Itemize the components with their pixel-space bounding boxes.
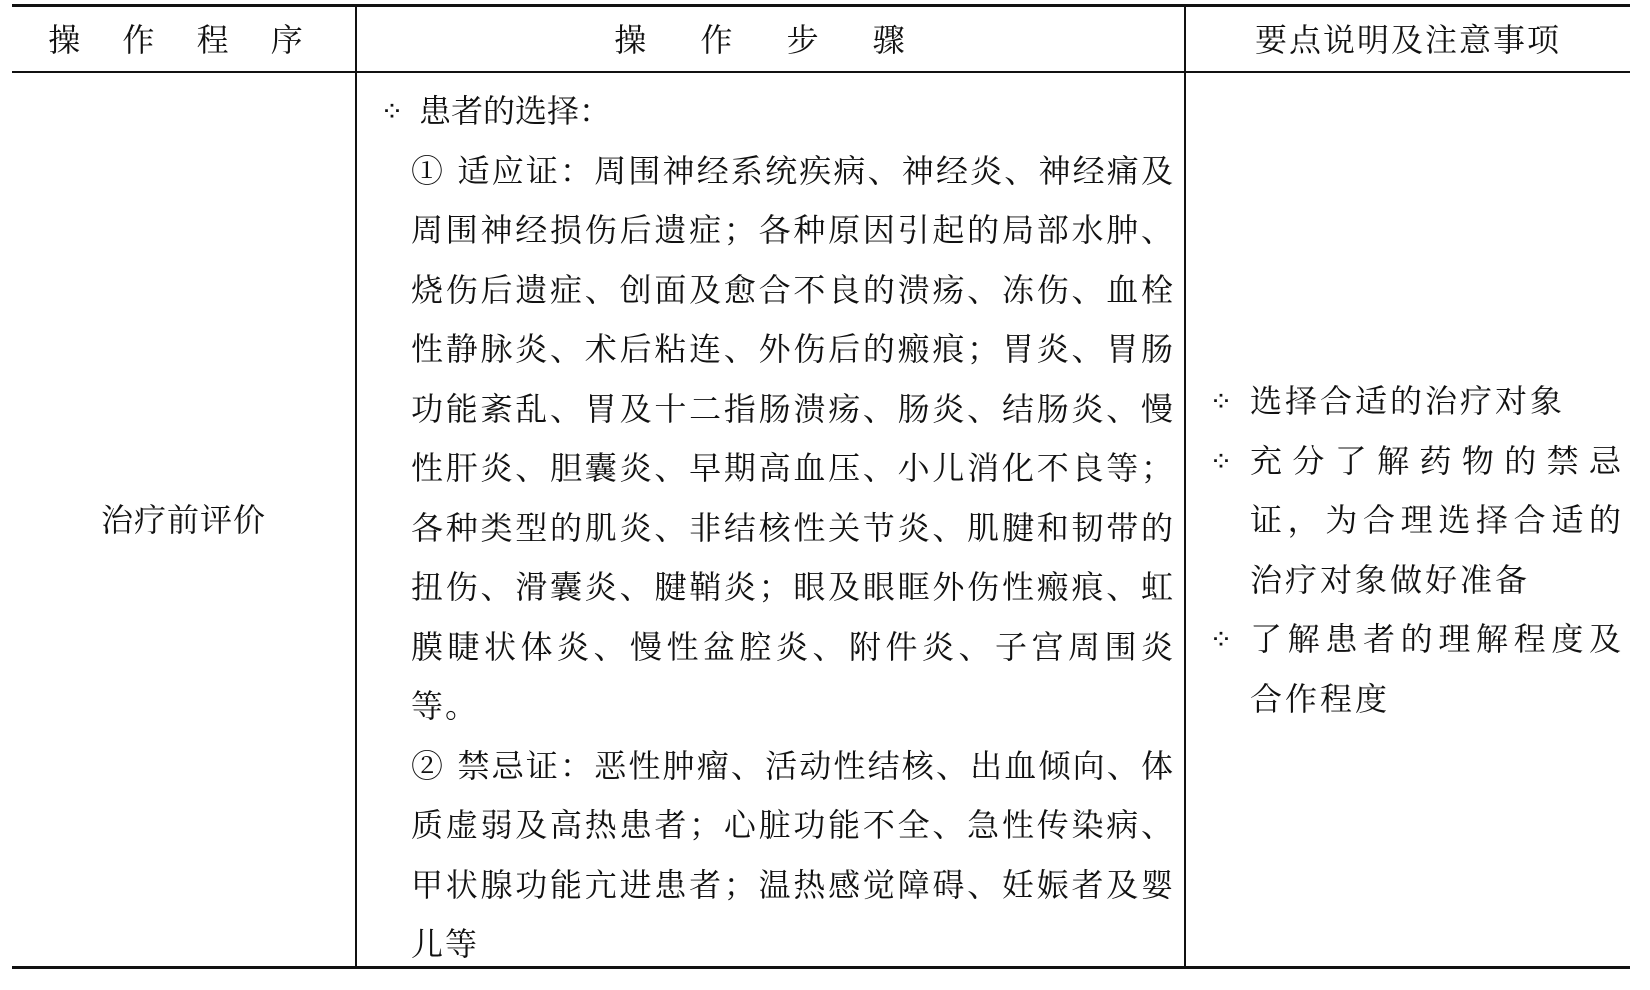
diamond-four-dot-icon: ⁘ [380,95,404,128]
header-procedure: 操 作 程 序 [48,21,319,59]
diamond-four-dot-icon: ⁘ [1209,385,1233,418]
table-header-rule [12,71,1630,73]
header-notes: 要点说明及注意事项 [1254,21,1561,59]
note-text: 选择合适的治疗对象 [1250,382,1566,420]
contraindications-text: ② 禁忌证：恶性肿瘤、活动性结核、出血倾向、体质虚弱及高热患者；心脏功能不全、急性传染病、甲状腺功能亢进患者；温热感觉障碍、妊娠者及婴儿等 [411,746,1175,963]
patient-selection-label: 患者的选择： [419,92,612,130]
procedure-table [12,0,1630,972]
patient-selection-heading [375,82,1175,142]
diamond-four-dot-icon: ⁘ [1209,623,1233,656]
column-divider-1 [355,5,357,967]
note-text: 了解患者的理解程度及合作程度 [1250,620,1624,718]
note-item [1204,610,1624,729]
indications-text: ① 适应证：周围神经系统疾病、神经炎、神经痛及周围神经损伤后遗症；各种原因引起的局部水肿、烧伤后遗症、创面及愈合不良的溃疡、冻伤、血栓性静脉炎、术后粘连、外伤后的瘢痕；胃炎、胃肠功能紊乱、胃及十二指肠溃疡、肠炎、结肠炎、慢性肝炎、胆囊炎、早期高血压、小儿消化不良等；各种类型的肌炎、非结核性关节炎、肌腱和韧带的扭伤、滑囊炎、腱鞘炎；眼及眼眶外伤性瘢痕、虹膜睫状体炎、慢性盆腔炎、附件炎、子宫周围炎等。 [411,151,1175,725]
procedure-cell: 治疗前评价 [100,501,266,539]
note-text: 充分了解药物的禁忌证，为合理选择合适的治疗对象做好准备 [1250,441,1624,599]
notes-cell [1204,372,1624,729]
column-divider-2 [1184,5,1186,967]
note-item [1204,432,1624,611]
steps-cell [375,82,1175,975]
note-item [1204,372,1624,432]
diamond-four-dot-icon: ⁘ [1209,444,1233,478]
header-steps: 操 作 步 骤 [614,21,927,59]
